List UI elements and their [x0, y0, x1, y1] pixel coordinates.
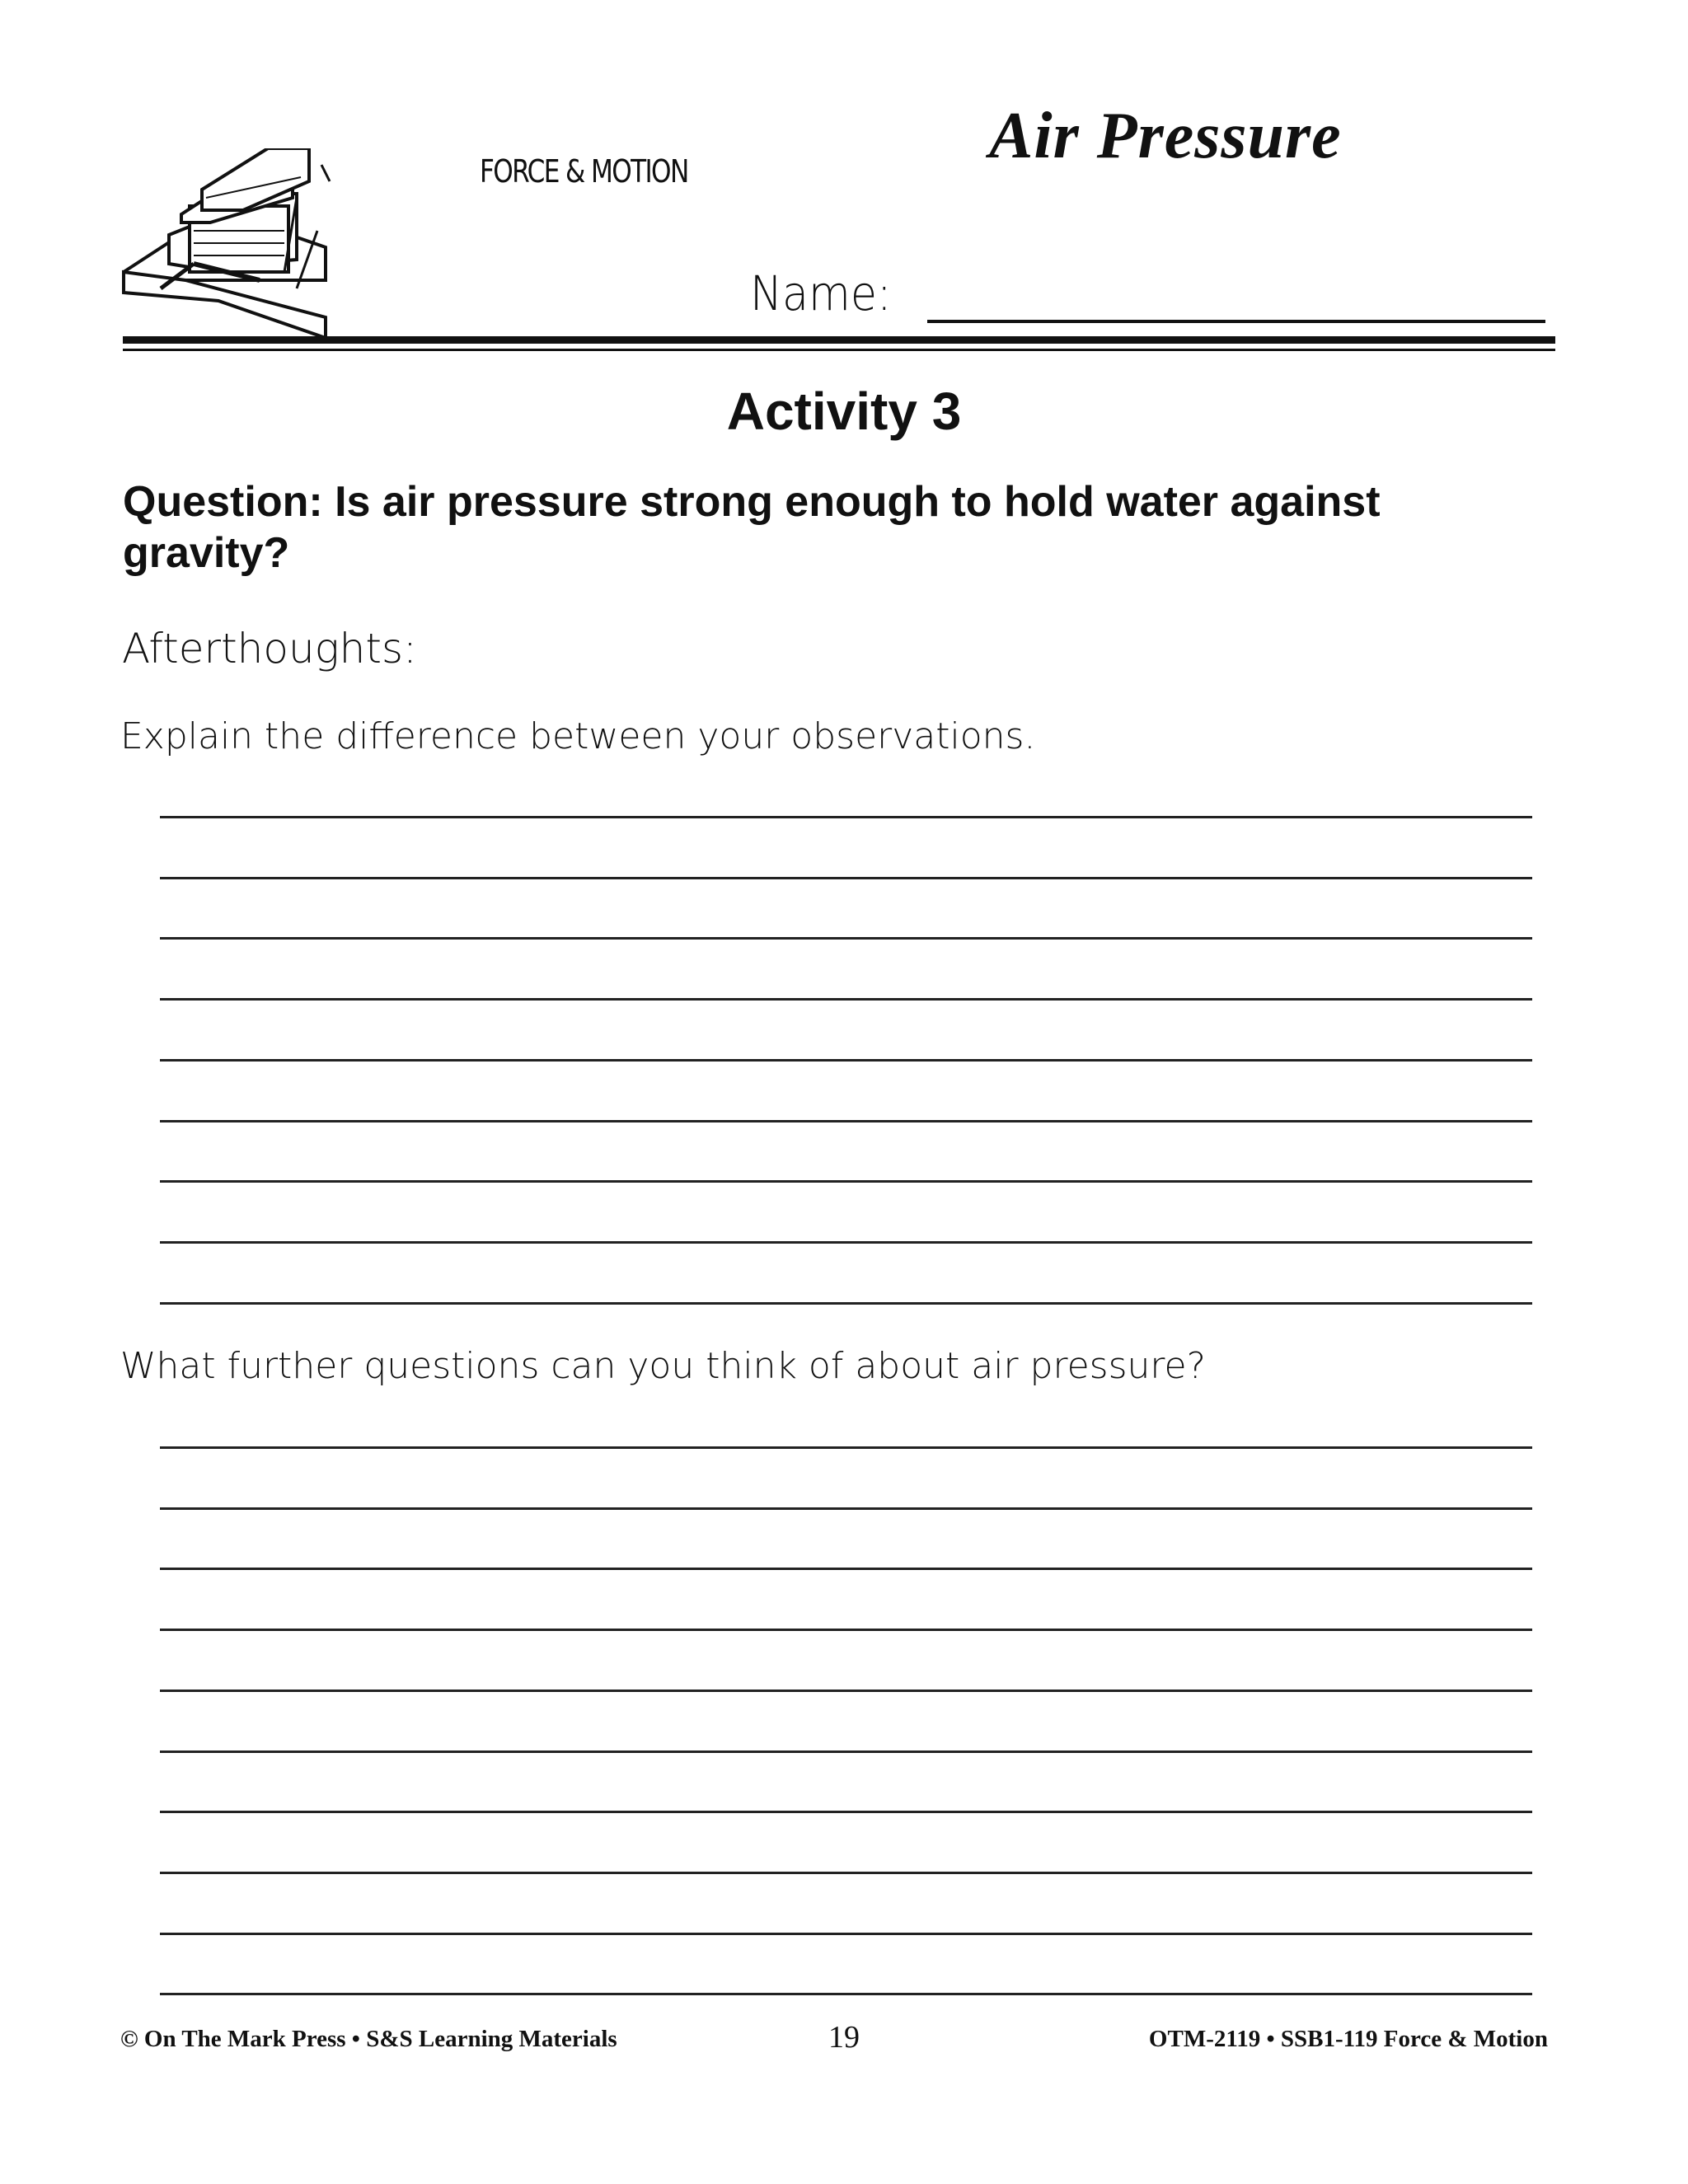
unit-label: FORCE & MOTION [480, 153, 688, 190]
answer-line[interactable] [160, 1750, 1532, 1753]
answer-line[interactable] [160, 1302, 1532, 1305]
footer-copyright: © On The Mark Press • S&S Learning Materials [120, 2026, 617, 2052]
header-divider-thick [123, 336, 1555, 344]
answer-line[interactable] [160, 816, 1532, 818]
answer-line[interactable] [160, 1933, 1532, 1935]
answer-line[interactable] [160, 1568, 1532, 1570]
answer-line[interactable] [160, 1993, 1532, 1995]
answer-line[interactable] [160, 937, 1532, 940]
name-field[interactable] [927, 320, 1545, 323]
answer-line[interactable] [160, 998, 1532, 1001]
prompt-further-questions: What further questions can you think of about air pressure? [120, 1345, 1206, 1387]
books-on-table-icon [120, 148, 507, 346]
page-number: 19 [828, 2020, 860, 2055]
prompt-observations: Explain the difference between your observations. [120, 715, 1036, 757]
answer-line[interactable] [160, 1872, 1532, 1874]
answer-line[interactable] [160, 1507, 1532, 1510]
footer-product-code: OTM-2119 • SSB1-119 Force & Motion [1148, 2026, 1548, 2052]
books-illustration [120, 148, 507, 346]
answer-line[interactable] [160, 1446, 1532, 1449]
header-divider-thin [123, 349, 1555, 351]
answer-line[interactable] [160, 1629, 1532, 1631]
name-label: Name: [750, 265, 892, 321]
answer-line[interactable] [160, 1180, 1532, 1183]
answer-line[interactable] [160, 1059, 1532, 1062]
answer-line[interactable] [160, 1120, 1532, 1122]
question-text: Question: Is air pressure strong enough to hold water against gravity? [123, 478, 1381, 577]
activity-title: Activity 3 [726, 382, 962, 441]
afterthoughts-heading: Afterthoughts: [122, 625, 417, 673]
answer-line[interactable] [160, 877, 1532, 879]
answer-line[interactable] [160, 1811, 1532, 1813]
answer-line[interactable] [160, 1690, 1532, 1692]
answer-line[interactable] [160, 1241, 1532, 1244]
worksheet-title: Air Pressure [989, 100, 1342, 172]
